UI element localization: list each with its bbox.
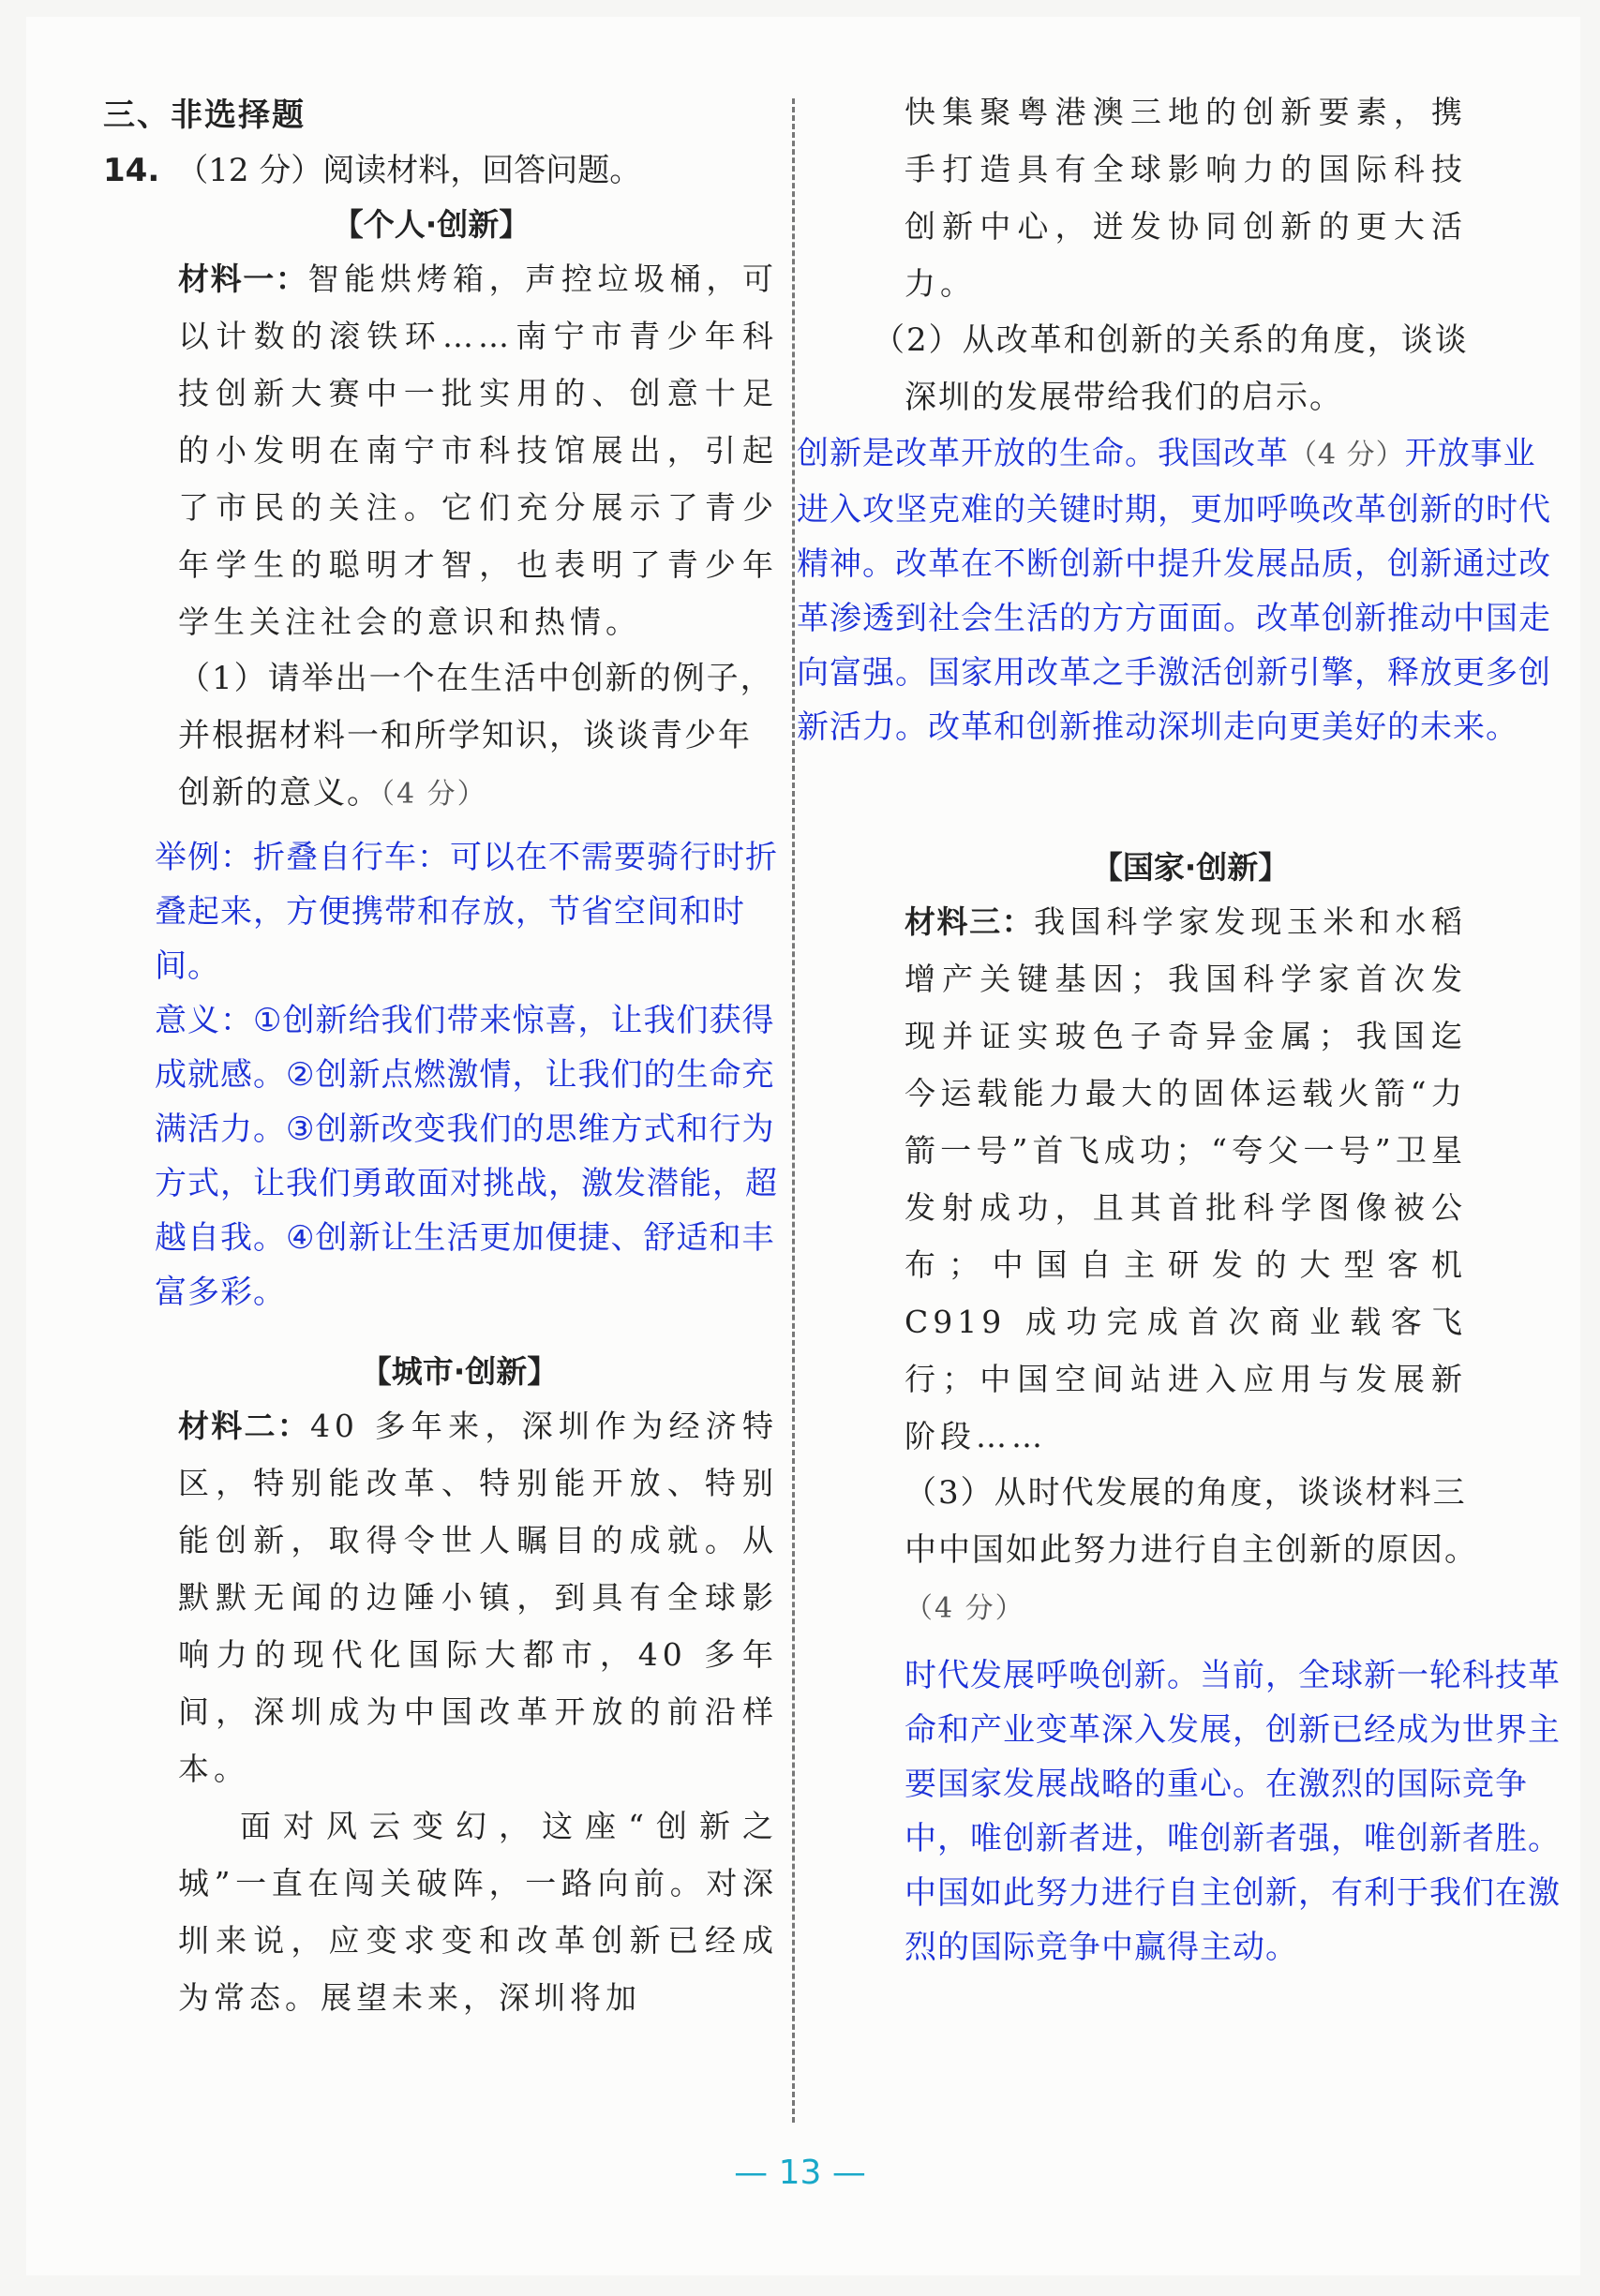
left-column [103,89,778,2026]
section-title: 三、非选择题 [103,97,306,134]
material-two-p2-left: 面对风云变幻，这座“创新之城”一直在闯关破阵，一路向前。对深圳来说，应变求变和改革创新已经成为常态。展望未来，深圳将加 [178,1808,778,2016]
question-number: 14. [103,152,160,189]
question-2-score: （4 分） [1289,439,1405,471]
answer-1-meaning: 意义：①创新给我们带来惊喜，让我们获得成就感。②创新点燃激情，让我们的生命充满活力。③创新改变我们的思维方式和行为方式，让我们勇敢面对挑战，激发潜能，超越自我。④创新让生活更加便捷、舒适和丰富多彩。 [155,1002,778,1311]
column-divider [792,98,795,2123]
question-2: （2）从改革和创新的关系的角度，谈谈深圳的发展带给我们的启示。 [873,321,1469,416]
page-number: — 13 — [734,2154,866,2192]
city-block-title: 【城市·创新】 [360,1353,559,1390]
material-three [797,893,1467,1465]
material-one [103,250,778,650]
right-column [797,89,1565,1975]
question-3-text: （3）从时代发展的角度，谈谈材料三中中国如此努力进行自主创新的原因。 [905,1474,1478,1569]
material-two-label: 材料二： [178,1408,310,1444]
answer-2 [797,426,1565,754]
material-one-label: 材料一： [178,261,308,297]
question-1-text: （1）请举出一个在生活中创新的例子，并根据材料一和所学知识，谈谈青少年创新的意义。 [178,660,774,812]
question-intro: （12 分）阅读材料，回答问题。 [176,152,642,189]
personal-block-title: 【个人·创新】 [332,206,531,243]
answer-2-rest: 开放事业进入攻坚克难的关键时期，更加呼唤改革创新的时代精神。改革在不断创新中提升发展品质，创新通过改革渗透到社会生活的方方面面。改革创新推动中国走向富强。国家用改革之手激活创新引擎，释放更多创新活力。改革和创新推动深圳走向更美好的未来。 [797,435,1551,746]
answer-1-example: 举例：折叠自行车：可以在不需要骑行时折叠起来，方便携带和存放，节省空间和时间。 [155,839,778,985]
question-3 [797,1465,1486,1637]
nation-block-title: 【国家·创新】 [1091,849,1290,886]
question-header [103,144,778,197]
answer-1 [103,830,792,1319]
material-one-text: 智能烘烤箱，声控垃圾桶，可以计数的滚铁环……南宁市青少年科技创新大赛中一批实用的、创意十足的小发明在南宁市科技馆展出，引起了市民的关注。它们充分展示了青少年学生的聪明才智，也表明了青少年学生关注社会的意识和热情。 [178,261,778,640]
material-three-label: 材料三： [905,903,1035,940]
question-1 [103,650,778,823]
material-two [103,1397,778,2026]
answer-3: 时代发展呼唤创新。当前，全球新一轮科技革命和产业变革深入发展，创新已经成为世界主要国家发展战略的重心。在激烈的国际竞争中，唯创新者进，唯创新者强，唯创新者胜。中国如此努力进行自主创新，有利于我们在激烈的国际竞争中赢得主动。 [905,1657,1561,1966]
material-three-text: 我国科学家发现玉米和水稻增产关键基因；我国科学家首次发现并证实玻色子奇异金属；我国迄今运载能力最大的固体运载火箭“力箭一号”首飞成功；“夸父一号”卫星发射成功，且其首批科学图像被公布；中国自主研发的大型客机C919 成功完成首次商业载客飞行；中国空间站进入应用与发展新阶段…… [905,903,1468,1454]
answer-2-start: 创新是改革开放的生命。我国改革 [797,435,1289,472]
material-two-continued: 快集聚粤港澳三地的创新要素，携手打造具有全球影响力的国际科技创新中心，迸发协同创新的更大活力。 [905,94,1467,302]
question-3-score: （4 分） [905,1592,1025,1625]
question-1-score: （4 分） [381,778,487,811]
material-two-p1: 40 多年来，深圳作为经济特区，特别能改革、特别能开放、特别能创新，取得令世人瞩目的成就。从默默无闻的边陲小镇，到具有全球影响力的现代化国际大都市，40 多年间，深圳成为中国改革开放的前沿样本。 [178,1408,778,1787]
